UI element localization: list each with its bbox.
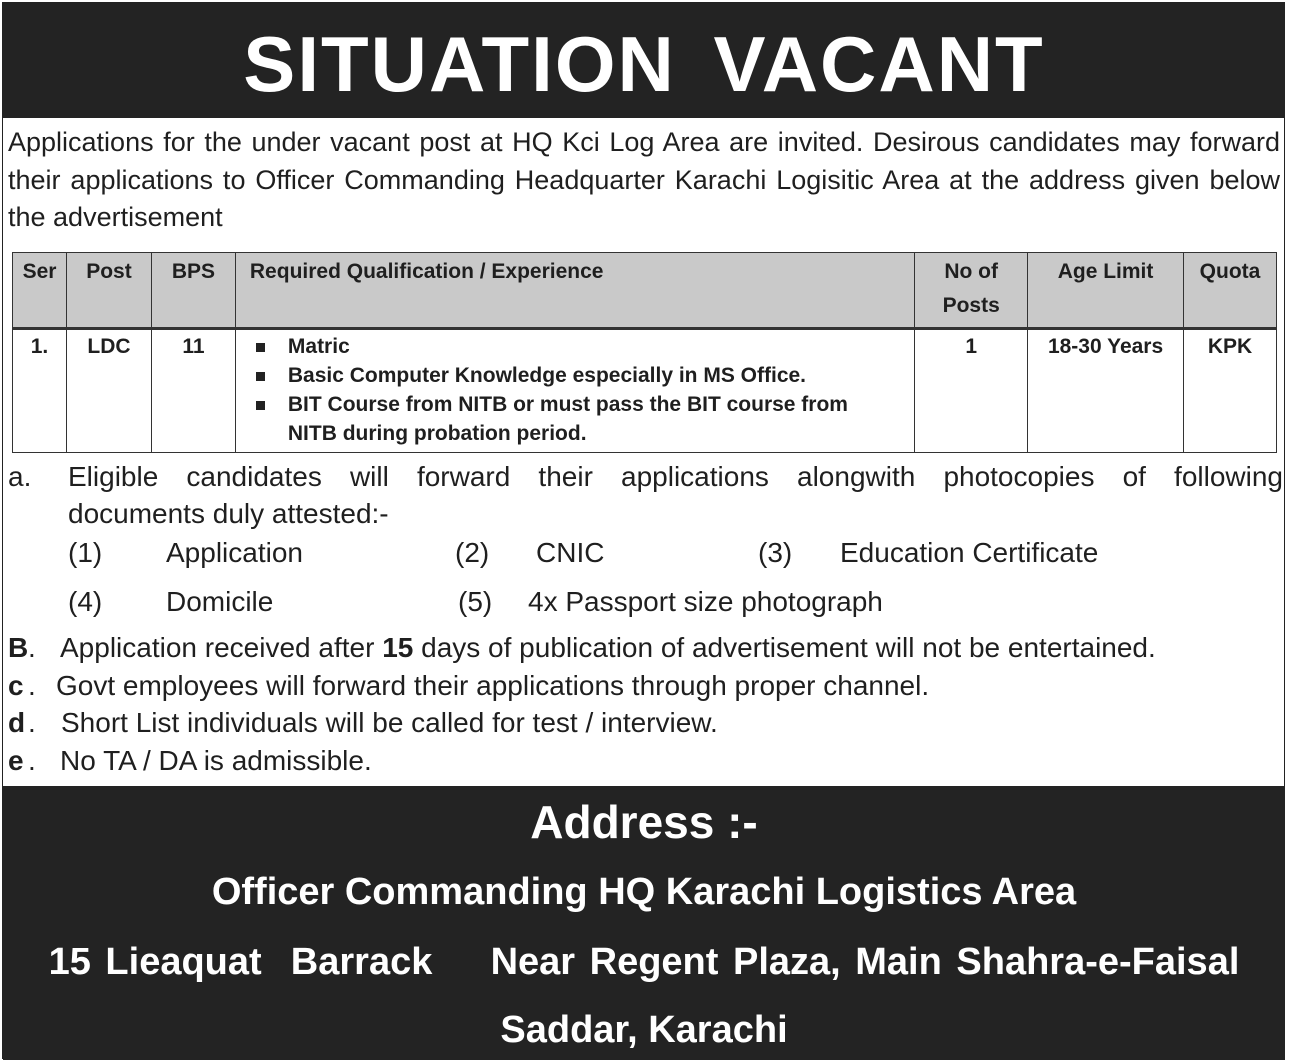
address-banner [3, 786, 1285, 1060]
note-mark: B [8, 632, 29, 663]
cell-no-of-posts: 1 [915, 329, 1028, 453]
note-text-end: days of publication of advertisement will not be entertained. [413, 632, 1156, 663]
table-header-row [13, 253, 1277, 329]
document-label: 4x Passport size photograph [528, 586, 883, 617]
qualification-item: BIT Course from NITB or must pass the BIT course from NITB during probation period. [246, 390, 908, 448]
address-heading: Address :- [530, 796, 758, 848]
cell-quota: KPK [1183, 329, 1276, 453]
note-item: B . Application received after 15 days of publication of advertisement will not be entertained. [8, 629, 1283, 667]
note-item: c . Govt employees will forward their applications through proper channel. [8, 667, 1283, 705]
note-text: Application received after [60, 632, 383, 663]
cell-qualification [235, 329, 914, 453]
col-header-bps: BPS [151, 253, 235, 329]
cell-ser: 1. [13, 329, 67, 453]
cell-age-limit: 18-30 Years [1028, 329, 1184, 453]
col-header-qualification: Required Qualification / Experience [235, 253, 914, 329]
col-header-no-of-posts-line1: No of [944, 260, 998, 283]
col-header-age-limit: Age Limit [1028, 253, 1184, 329]
note-mark: e [8, 744, 24, 776]
col-header-quota: Quota [1183, 253, 1276, 329]
para-mark-a: a. [8, 461, 32, 492]
note-mark: d [8, 707, 26, 738]
qualification-item: Basic Computer Knowledge especially in MS Office. [246, 361, 908, 390]
eligibility-paragraph [8, 458, 1283, 532]
note-text: Govt employees will forward their applications through proper channel. [56, 669, 930, 701]
vacancy-table [12, 252, 1277, 453]
document-label: Application [166, 537, 303, 568]
document-number: (3) [758, 537, 793, 568]
col-header-post: Post [66, 253, 151, 329]
header-banner [3, 3, 1285, 118]
note-text: No TA / DA is admissible. [60, 744, 372, 776]
document-number: (1) [68, 537, 103, 568]
notes-list [8, 629, 1283, 779]
qualification-item: Matric [246, 332, 908, 361]
qualification-list [242, 332, 908, 448]
cell-bps: 11 [151, 329, 235, 453]
note-text: Short List individuals will be called for test / interview. [61, 707, 718, 738]
col-header-ser: Ser [13, 253, 67, 329]
intro-paragraph: Applications for the under vacant post at HQ Kci Log Area are invited. Desirous candidates may forward their applications to Officer Commanding Headquarter Karachi Logisitic Area at the address given below the advertisement [8, 127, 1280, 232]
document-number: (5) [458, 586, 493, 617]
table-row [13, 329, 1277, 453]
col-header-no-of-posts [915, 253, 1028, 329]
page-title: SITUATION VACANT [243, 20, 1045, 108]
address-line-3: Saddar, Karachi [500, 1009, 788, 1051]
document-number: (2) [455, 537, 490, 568]
note-emphasis: 15 [382, 632, 414, 663]
col-header-no-of-posts-line2: Posts [942, 294, 1000, 317]
note-item: e . No TA / DA is admissible. [8, 742, 1283, 780]
document-label: Domicile [166, 586, 274, 617]
eligibility-line-2: documents duly attested:- [68, 498, 389, 529]
note-mark: c [8, 669, 24, 701]
document-number: (4) [68, 586, 103, 617]
cell-post: LDC [66, 329, 151, 453]
eligibility-line-1: Eligible candidates will forward their applications alongwith photocopies of following [68, 461, 1283, 492]
document-label: CNIC [536, 537, 605, 568]
address-line-1: Officer Commanding HQ Karachi Logistics Area [211, 871, 1077, 913]
document-label: Education Certificate [840, 537, 1099, 568]
note-item: d . Short List individuals will be called for test / interview. [8, 704, 1283, 742]
address-line-2: 15 Lieaquat Barrack Near Regent Plaza, Main Shahra-e-Faisal [48, 941, 1240, 983]
